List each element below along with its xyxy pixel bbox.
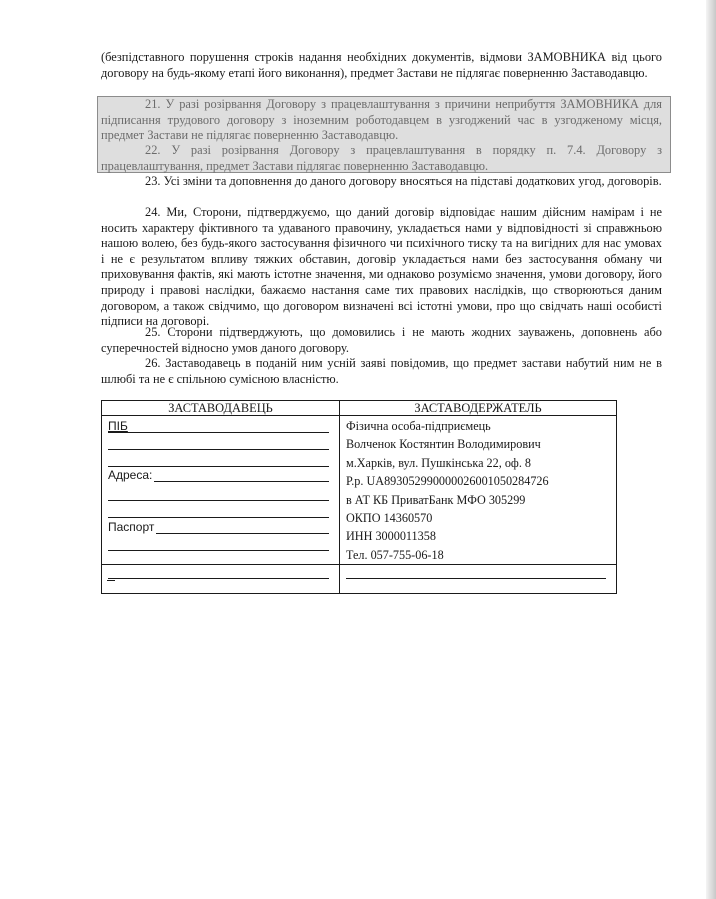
pledgor-signature-line (108, 578, 329, 579)
pledgee-line-4: Р.р. UA893052990000026001050284726 (346, 474, 549, 489)
pledgor-header: ЗАСТАВОДАВЕЦЬ (102, 401, 340, 416)
signature-table (101, 400, 617, 594)
paragraph-continuation: (безпідставного порушення строків надання необхідних документів, відмови ЗАМОВНИКА від цього договору на будь-якому етапі його виконання), предмет Застави не підлягає поверненню Заставодавцю. (101, 50, 662, 80)
name-label: ПІБ (108, 419, 128, 433)
pledgee-signature-line (346, 578, 606, 579)
paragraph-24: 24. Ми, Сторони, підтверджуємо, що даний договір відповідає нашим дійсним намірам і не носить характеру фіктивного та удаваного правочину, укладається нами у відповідності зі справжньою нашою волею, без будь-якого застосування фізичного чи психічного тиску та на вигідних для нас умовах і не є результатом впливу тяжких обставин, договір укладається нами без застосування обману чи приховування фактів, які мають істотне значення, ми однаково розуміємо значення, умови договору, його природу і правові наслідки, бажаємо настання саме тих правових наслідків, що створюються даним договором, а також свідчимо, що договором визначені всі істотні умови, про що свідчать наші особисті підписи на договорі. (101, 205, 662, 329)
pledgee-line-1: Фізична особа-підприємець (346, 419, 491, 433)
address-line-3[interactable] (108, 503, 329, 518)
pledgee-header: ЗАСТАВОДЕРЖАТЕЛЬ (340, 401, 617, 416)
paragraph-25: 25. Сторони підтверджують, що домовились і не мають жодних зауважень, доповнень або суперечностей відносно умов даного договору. (101, 325, 662, 355)
passport-field[interactable] (108, 519, 329, 534)
passport-line-2[interactable] (108, 536, 329, 551)
paragraph-22: 22. У разі розірвання Договору з працевлаштування в порядку п. 7.4. Договору з працевлаштування, предмет Застави підлягає поверненню Заставодавцю. (101, 143, 662, 173)
page-edge-shadow (706, 0, 716, 899)
pledgee-line-8: Тел. 057-755-06-18 (346, 547, 444, 562)
name-field[interactable] (108, 418, 329, 433)
address-label: Адреса: (108, 468, 153, 482)
name-line-3[interactable] (108, 452, 329, 467)
pledgor-signature-cell[interactable] (102, 565, 340, 594)
pledgor-details-cell (102, 416, 340, 565)
pledgee-details-cell (340, 416, 617, 565)
pledgee-line-3: м.Харків, вул. Пушкінська 22, оф. 8 (346, 455, 532, 470)
passport-label: Паспорт (108, 520, 155, 534)
pledgee-signature-cell[interactable] (340, 565, 617, 594)
paragraph-21: 21. У разі розірвання Договору з працевлаштування з причини неприбуття ЗАМОВНИКА для підписання трудового договору з іноземним роботодавцем в узгоджений час в узгодженому місця, предмет Застави не підлягає поверненню Заставодавцю. (101, 97, 662, 143)
paragraph-23: 23. Усі зміни та доповнення до даного договору вносяться на підставі додаткових угод, договорів. (145, 174, 662, 188)
pledgee-line-6: ОКПО 14360570 (346, 511, 433, 526)
address-field[interactable] (108, 467, 329, 482)
pledgee-line-7: ИНН 3000011358 (346, 529, 436, 544)
stray-underscore-mark (107, 580, 115, 581)
paragraph-26: 26. Заставодавець в поданій ним усній заяві повідомив, що предмет застави набутий ним не в шлюбі та не є спільною сумісною власністю. (101, 356, 662, 386)
pledgee-line-5: в АТ КБ ПриватБанк МФО 305299 (346, 492, 526, 507)
name-line-2[interactable] (108, 435, 329, 450)
pledgee-line-2: Волченок Костянтин Володимирович (346, 437, 541, 452)
address-line-2[interactable] (108, 486, 329, 501)
